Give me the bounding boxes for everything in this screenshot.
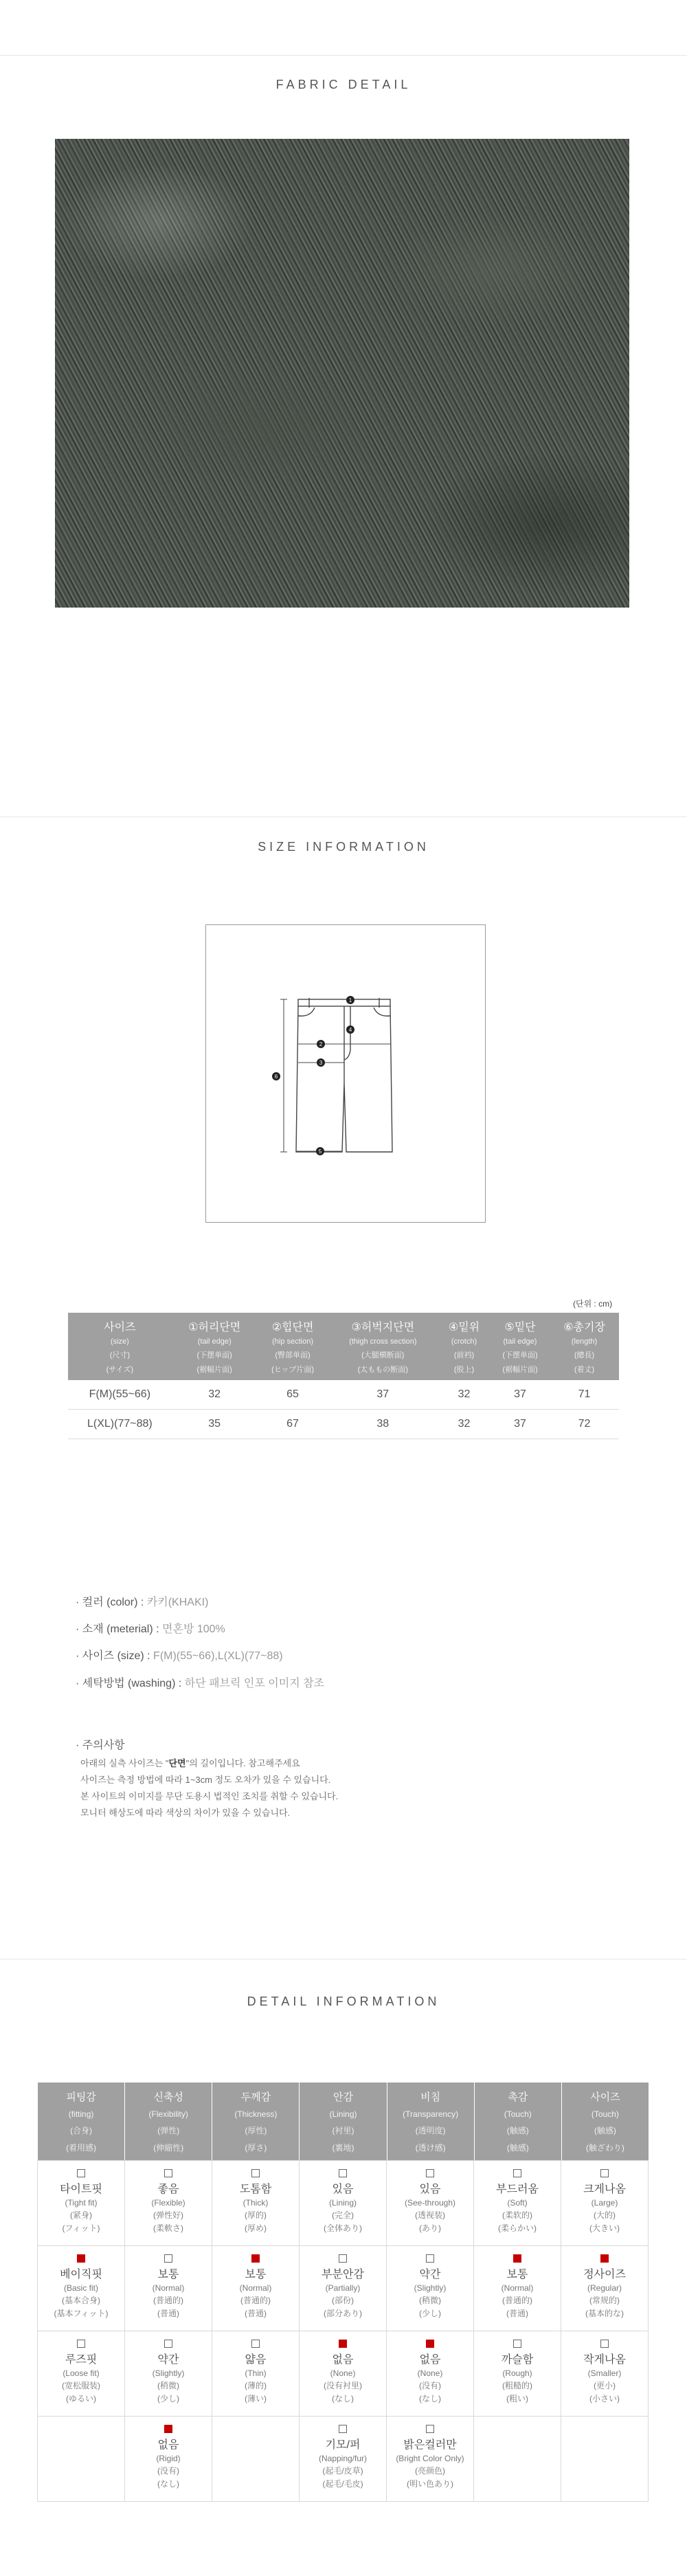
size-col-subtitle: (股上) bbox=[453, 1366, 475, 1374]
option-korean-label: 까슬함 bbox=[501, 2354, 534, 2366]
detail-row bbox=[38, 2417, 649, 2502]
option-japanese-label: (少し) bbox=[157, 2394, 179, 2403]
detail-col-header bbox=[562, 2083, 649, 2161]
notice-line: 모니터 해상도에 따라 색상의 차이가 있을 수 있습니다. bbox=[80, 1808, 291, 1818]
detail-col-subtitle: (弹性) bbox=[157, 2126, 180, 2135]
option-chinese-label: (大的) bbox=[594, 2210, 616, 2220]
detail-option bbox=[124, 2245, 212, 2331]
size-col-subtitle: (尺寸) bbox=[109, 1351, 131, 1359]
info-value: 하단 패브릭 인포 이미지 참조 bbox=[184, 1678, 325, 1689]
option-korean-label: 밝은컬러만 bbox=[403, 2439, 457, 2451]
detail-col-subtitle: (透け感) bbox=[415, 2143, 446, 2153]
option-english-label: (Thin) bbox=[245, 2368, 267, 2378]
detail-option bbox=[473, 2160, 561, 2246]
option-japanese-label: (なし) bbox=[157, 2479, 179, 2489]
info-value: 카키(KHAKI) bbox=[146, 1597, 209, 1608]
unchecked-checkbox-icon bbox=[77, 2169, 85, 2177]
detail-col-title: 신축성 bbox=[153, 2091, 183, 2103]
size-col-title: ②힙단면 bbox=[271, 1322, 314, 1333]
detail-col-subtitle: (合身) bbox=[70, 2126, 93, 2135]
info-value: 면혼방 100% bbox=[162, 1623, 225, 1635]
option-korean-label: 정사이즈 bbox=[583, 2269, 626, 2280]
notice-title: · 주의사항 bbox=[76, 1740, 125, 1751]
option-chinese-label: (没有) bbox=[419, 2381, 441, 2390]
size-col-subtitle: (下摆单面) bbox=[502, 1351, 538, 1359]
option-korean-label: 작게나옴 bbox=[583, 2354, 626, 2366]
detail-col-subtitle: (厚性) bbox=[245, 2126, 267, 2135]
option-chinese-label: (薄的) bbox=[245, 2381, 267, 2390]
checked-checkbox-icon bbox=[600, 2254, 609, 2263]
option-english-label: (Basic fit) bbox=[63, 2283, 98, 2293]
option-english-label: (Regular) bbox=[587, 2283, 622, 2293]
option-chinese-label: (紧身) bbox=[70, 2210, 92, 2220]
detail-option bbox=[473, 2245, 561, 2331]
size-col-header bbox=[438, 1313, 491, 1380]
size-col-subtitle: (length) bbox=[571, 1337, 598, 1346]
detail-col-title: 두께감 bbox=[240, 2091, 271, 2103]
option-korean-label: 베이직핏 bbox=[60, 2269, 102, 2280]
option-japanese-label: (基本フィット) bbox=[54, 2309, 109, 2318]
option-english-label: (Flexible) bbox=[151, 2198, 185, 2208]
notice-line bbox=[80, 1755, 338, 1772]
size-col-title: ⑤밑단 bbox=[504, 1322, 536, 1333]
option-chinese-label: (更小) bbox=[594, 2381, 616, 2390]
detail-col-subtitle: (Lining) bbox=[329, 2109, 357, 2119]
detail-col-subtitle: (触感) bbox=[506, 2143, 529, 2153]
option-chinese-label: (起毛/皮草) bbox=[322, 2466, 363, 2476]
option-english-label: (Soft) bbox=[507, 2198, 528, 2208]
detail-grid-body bbox=[38, 2161, 649, 2502]
detail-empty-cell bbox=[37, 2416, 125, 2502]
size-col-subtitle: (crotch) bbox=[451, 1337, 477, 1346]
unchecked-checkbox-icon bbox=[339, 2169, 347, 2177]
option-korean-label: 얇음 bbox=[245, 2354, 267, 2366]
unchecked-checkbox-icon bbox=[513, 2340, 521, 2348]
option-chinese-label: (普通的) bbox=[240, 2296, 271, 2305]
detail-option bbox=[212, 2160, 300, 2246]
detail-option bbox=[386, 2416, 474, 2502]
size-col-subtitle: (裾幅片面) bbox=[196, 1366, 232, 1374]
pants-diagram-svg bbox=[206, 925, 485, 1222]
option-korean-label: 도톰함 bbox=[239, 2184, 272, 2195]
checked-checkbox-icon bbox=[339, 2340, 347, 2348]
detail-empty-cell bbox=[561, 2416, 649, 2502]
size-col-subtitle: (着丈) bbox=[574, 1366, 595, 1374]
option-korean-label: 약간 bbox=[157, 2354, 179, 2366]
option-japanese-label: (明い色あり) bbox=[407, 2479, 453, 2489]
detail-row bbox=[38, 2331, 649, 2417]
option-chinese-label: (普通的) bbox=[153, 2296, 183, 2305]
option-japanese-label: (少し) bbox=[419, 2309, 441, 2318]
size-value-cell: 32 bbox=[172, 1380, 258, 1410]
unit-label: (단위 : cm) bbox=[573, 1299, 613, 1309]
option-korean-label: 보통 bbox=[506, 2269, 528, 2280]
option-chinese-label: (弹性好) bbox=[153, 2210, 183, 2220]
size-col-subtitle: (太ももの断面) bbox=[357, 1366, 408, 1374]
checked-checkbox-icon bbox=[251, 2254, 260, 2263]
info-value: F(M)(55~66),L(XL)(77~88) bbox=[153, 1650, 283, 1662]
option-korean-label: 없음 bbox=[332, 2354, 354, 2366]
size-information-title: SIZE INFORMATION bbox=[258, 840, 429, 854]
option-english-label: (Partially) bbox=[325, 2283, 361, 2293]
detail-col-title: 사이즈 bbox=[590, 2091, 620, 2103]
option-english-label: (Lining) bbox=[328, 2198, 357, 2208]
size-col-title: 사이즈 bbox=[104, 1322, 136, 1333]
option-english-label: (Large) bbox=[591, 2198, 618, 2208]
size-col-subtitle: (thigh cross section) bbox=[349, 1337, 417, 1346]
detail-col-title: 피팅감 bbox=[66, 2091, 96, 2103]
detail-col-header bbox=[387, 2083, 475, 2161]
size-col-header bbox=[550, 1313, 619, 1380]
detail-option bbox=[37, 2245, 125, 2331]
option-english-label: (Normal) bbox=[239, 2283, 272, 2293]
option-chinese-label: (宽松服装) bbox=[62, 2381, 100, 2390]
detail-option bbox=[124, 2416, 212, 2502]
unchecked-checkbox-icon bbox=[77, 2340, 85, 2348]
size-value-cell: 37 bbox=[491, 1380, 550, 1410]
size-col-header bbox=[328, 1313, 438, 1380]
checked-checkbox-icon bbox=[426, 2340, 434, 2348]
detail-option bbox=[386, 2331, 474, 2417]
option-korean-label: 크게나옴 bbox=[583, 2184, 626, 2195]
detail-col-subtitle: (触感) bbox=[506, 2126, 529, 2135]
detail-option bbox=[561, 2331, 649, 2417]
size-col-title: ①허리단면 bbox=[188, 1322, 241, 1333]
detail-grid-header bbox=[38, 2083, 649, 2161]
option-english-label: (Normal) bbox=[152, 2283, 185, 2293]
size-value-cell: 72 bbox=[550, 1410, 619, 1439]
size-value-cell: 67 bbox=[258, 1410, 328, 1439]
option-chinese-label: (粗糙的) bbox=[502, 2381, 532, 2390]
detail-col-header bbox=[38, 2083, 125, 2161]
option-korean-label: 부분안감 bbox=[322, 2269, 364, 2280]
option-english-label: (Rough) bbox=[502, 2368, 532, 2378]
detail-col-subtitle: (衬里) bbox=[332, 2126, 354, 2135]
option-korean-label: 루즈핏 bbox=[65, 2354, 98, 2366]
option-english-label: (Normal) bbox=[501, 2283, 534, 2293]
option-japanese-label: (フィット) bbox=[62, 2223, 100, 2233]
size-value-cell: 35 bbox=[172, 1410, 258, 1439]
option-korean-label: 약간 bbox=[419, 2269, 441, 2280]
option-japanese-label: (あり) bbox=[419, 2223, 441, 2233]
fabric-photo bbox=[55, 139, 629, 608]
notice-line: 사이즈는 측정 방법에 따라 1~3cm 정도 오차가 있을 수 있습니다. bbox=[80, 1775, 331, 1785]
detail-col-title: 비침 bbox=[420, 2091, 441, 2103]
option-english-label: (Slightly) bbox=[152, 2368, 185, 2378]
unchecked-checkbox-icon bbox=[513, 2169, 521, 2177]
detail-col-subtitle: (触ざわり) bbox=[585, 2143, 624, 2153]
option-korean-label: 있음 bbox=[419, 2184, 441, 2195]
option-japanese-label: (小さい) bbox=[589, 2394, 620, 2403]
unchecked-checkbox-icon bbox=[426, 2425, 434, 2433]
notice-line: 본 사이트의 이미지를 무단 도용시 법적인 조치를 취할 수 있습니다. bbox=[80, 1791, 339, 1801]
detail-col-subtitle: (Touch) bbox=[504, 2109, 532, 2119]
option-chinese-label: (部份) bbox=[332, 2296, 354, 2305]
size-col-title: ④밑위 bbox=[448, 1322, 480, 1333]
option-chinese-label: (常规的) bbox=[589, 2296, 620, 2305]
size-col-header bbox=[491, 1313, 550, 1380]
fabric-detail-title: FABRIC DETAIL bbox=[275, 78, 412, 91]
detail-col-subtitle: (厚さ) bbox=[245, 2143, 267, 2153]
detail-option bbox=[386, 2160, 474, 2246]
detail-col-subtitle: (Touch) bbox=[591, 2109, 619, 2119]
info-label: · 사이즈 (size) : bbox=[76, 1650, 154, 1662]
size-col-header bbox=[68, 1313, 172, 1380]
detail-col-subtitle: (Thickness) bbox=[234, 2109, 278, 2119]
option-japanese-label: (粗い) bbox=[506, 2394, 528, 2403]
option-english-label: (Tight fit) bbox=[65, 2198, 98, 2208]
option-korean-label: 있음 bbox=[332, 2184, 354, 2195]
option-english-label: (Napping/fur) bbox=[318, 2454, 368, 2463]
size-col-subtitle: (總長) bbox=[574, 1351, 595, 1359]
option-japanese-label: (部分あり) bbox=[324, 2309, 362, 2318]
option-korean-label: 보통 bbox=[245, 2269, 267, 2280]
info-color bbox=[76, 1593, 208, 1609]
size-col-subtitle: (tail edge) bbox=[503, 1337, 537, 1346]
marker-1-label: 1 bbox=[348, 997, 352, 1003]
option-japanese-label: (普通) bbox=[506, 2309, 528, 2318]
notice-text bbox=[80, 1755, 338, 1821]
unchecked-checkbox-icon bbox=[426, 2169, 434, 2177]
detail-col-subtitle: (触感) bbox=[594, 2126, 616, 2135]
detail-row bbox=[38, 2161, 649, 2246]
option-japanese-label: (普通) bbox=[157, 2309, 179, 2318]
detail-option bbox=[561, 2245, 649, 2331]
detail-option bbox=[124, 2160, 212, 2246]
option-japanese-label: (全体あり) bbox=[324, 2223, 362, 2233]
option-chinese-label: (厚的) bbox=[245, 2210, 267, 2220]
detail-option bbox=[299, 2245, 387, 2331]
option-japanese-label: (薄い) bbox=[245, 2394, 267, 2403]
detail-information-title: DETAIL INFORMATION bbox=[247, 1995, 440, 2008]
unchecked-checkbox-icon bbox=[339, 2425, 347, 2433]
size-col-title: ③허벅지단면 bbox=[351, 1322, 415, 1333]
option-japanese-label: (普通) bbox=[245, 2309, 267, 2318]
size-table-body bbox=[68, 1380, 619, 1439]
info-label: · 소재 (meterial) : bbox=[76, 1623, 163, 1635]
size-value-cell: 37 bbox=[328, 1380, 438, 1410]
marker-3-label: 3 bbox=[319, 1060, 323, 1066]
detail-col-header bbox=[475, 2083, 562, 2161]
size-value-cell: 38 bbox=[328, 1410, 438, 1439]
size-value-cell: 37 bbox=[491, 1410, 550, 1439]
option-english-label: (Slightly) bbox=[414, 2283, 447, 2293]
size-col-subtitle: (size) bbox=[110, 1337, 129, 1346]
pants-size-diagram bbox=[205, 924, 486, 1223]
size-col-subtitle: (tail edge) bbox=[197, 1337, 232, 1346]
unchecked-checkbox-icon bbox=[600, 2169, 609, 2177]
unchecked-checkbox-icon bbox=[164, 2169, 172, 2177]
detail-option bbox=[212, 2331, 300, 2417]
option-english-label: (None) bbox=[417, 2368, 443, 2378]
detail-option bbox=[37, 2160, 125, 2246]
info-material bbox=[76, 1620, 225, 1636]
detail-col-title: 촉감 bbox=[508, 2091, 528, 2103]
option-japanese-label: (なし) bbox=[332, 2394, 354, 2403]
marker-6-label: 6 bbox=[274, 1074, 278, 1080]
option-chinese-label: (没有衬里) bbox=[324, 2381, 362, 2390]
unchecked-checkbox-icon bbox=[164, 2254, 172, 2263]
size-col-title: ⑥총기장 bbox=[563, 1322, 605, 1333]
size-col-subtitle: (裾幅片面) bbox=[502, 1366, 538, 1374]
detail-col-subtitle: (裏地) bbox=[332, 2143, 354, 2153]
notice-text-part: "의 길이입니다. 참고해주세요 bbox=[185, 1758, 300, 1768]
option-chinese-label: (普通的) bbox=[502, 2296, 532, 2305]
option-english-label: (Thick) bbox=[243, 2198, 269, 2208]
unchecked-checkbox-icon bbox=[251, 2340, 260, 2348]
option-korean-label: 보통 bbox=[157, 2269, 179, 2280]
option-english-label: (Bright Color Only) bbox=[396, 2454, 464, 2463]
detail-col-subtitle: (着用感) bbox=[66, 2143, 97, 2153]
size-col-header bbox=[258, 1313, 328, 1380]
detail-col-header bbox=[125, 2083, 212, 2161]
detail-option bbox=[124, 2331, 212, 2417]
unchecked-checkbox-icon bbox=[251, 2169, 260, 2177]
option-chinese-label: (稍微) bbox=[419, 2296, 441, 2305]
size-label-cell: L(XL)(77~88) bbox=[68, 1410, 172, 1439]
detail-option bbox=[473, 2331, 561, 2417]
size-row bbox=[68, 1380, 619, 1410]
top-divider bbox=[0, 55, 687, 56]
size-col-subtitle: (hip section) bbox=[272, 1337, 314, 1346]
option-english-label: (Rigid) bbox=[156, 2454, 181, 2463]
size-col-subtitle: (前裆) bbox=[453, 1351, 475, 1359]
option-japanese-label: (柔らかい) bbox=[498, 2223, 537, 2233]
option-japanese-label: (柔軟さ) bbox=[153, 2223, 183, 2233]
option-chinese-label: (亮颜色) bbox=[415, 2466, 445, 2476]
detail-option bbox=[561, 2160, 649, 2246]
detail-option bbox=[386, 2245, 474, 2331]
option-chinese-label: (基本合身) bbox=[62, 2296, 100, 2305]
size-value-cell: 32 bbox=[438, 1380, 491, 1410]
detail-row bbox=[38, 2246, 649, 2331]
option-korean-label: 없음 bbox=[157, 2439, 179, 2451]
unchecked-checkbox-icon bbox=[426, 2254, 434, 2263]
option-japanese-label: (ゆるい) bbox=[66, 2394, 96, 2403]
checked-checkbox-icon bbox=[164, 2425, 172, 2433]
unchecked-checkbox-icon bbox=[600, 2340, 609, 2348]
info-washing bbox=[76, 1674, 324, 1690]
detail-option bbox=[299, 2331, 387, 2417]
detail-option bbox=[299, 2416, 387, 2502]
unchecked-checkbox-icon bbox=[164, 2340, 172, 2348]
size-table-header bbox=[68, 1313, 619, 1380]
option-chinese-label: (稍微) bbox=[157, 2381, 179, 2390]
detail-empty-cell bbox=[212, 2416, 300, 2502]
info-size bbox=[76, 1647, 283, 1663]
notice-bold-text: 단면 bbox=[168, 1758, 186, 1768]
option-korean-label: 부드러움 bbox=[496, 2184, 539, 2195]
marker-4-label: 4 bbox=[348, 1027, 352, 1033]
size-col-subtitle: (大腿横断面) bbox=[361, 1351, 405, 1359]
option-japanese-label: (基本的な) bbox=[585, 2309, 624, 2318]
detail-col-title: 안감 bbox=[333, 2091, 353, 2103]
unchecked-checkbox-icon bbox=[339, 2254, 347, 2263]
checked-checkbox-icon bbox=[513, 2254, 521, 2263]
option-japanese-label: (なし) bbox=[419, 2394, 441, 2403]
size-row bbox=[68, 1410, 619, 1439]
size-value-cell: 71 bbox=[550, 1380, 619, 1410]
option-english-label: (None) bbox=[330, 2368, 356, 2378]
detail-col-header bbox=[212, 2083, 300, 2161]
size-label-cell: F(M)(55~66) bbox=[68, 1380, 172, 1410]
detail-option bbox=[299, 2160, 387, 2246]
option-chinese-label: (透视装) bbox=[415, 2210, 445, 2220]
detail-option bbox=[37, 2331, 125, 2417]
detail-col-subtitle: (透明度) bbox=[415, 2126, 446, 2135]
detail-col-subtitle: (Flexibility) bbox=[148, 2109, 188, 2119]
option-chinese-label: (完全) bbox=[332, 2210, 354, 2220]
size-table bbox=[68, 1313, 619, 1439]
option-korean-label: 좋음 bbox=[157, 2184, 179, 2195]
size-value-cell: 32 bbox=[438, 1410, 491, 1439]
option-chinese-label: (没有) bbox=[157, 2466, 179, 2476]
info-label: · 세탁방법 (washing) : bbox=[76, 1678, 185, 1689]
option-japanese-label: (起毛/毛皮) bbox=[322, 2479, 363, 2489]
detail-col-subtitle: (Transparency) bbox=[403, 2109, 459, 2119]
detail-col-subtitle: (fitting) bbox=[68, 2109, 94, 2119]
option-english-label: (Smaller) bbox=[587, 2368, 622, 2378]
detail-empty-cell bbox=[473, 2416, 561, 2502]
size-col-subtitle: (ヒップ片面) bbox=[271, 1366, 315, 1374]
info-label: · 컬러 (color) : bbox=[76, 1597, 147, 1608]
marker-2-label: 2 bbox=[319, 1041, 323, 1047]
notice-text-part: 아래의 실측 사이즈는 " bbox=[80, 1758, 169, 1768]
checked-checkbox-icon bbox=[77, 2254, 85, 2263]
option-korean-label: 타이트핏 bbox=[60, 2184, 102, 2195]
option-korean-label: 없음 bbox=[419, 2354, 441, 2366]
option-english-label: (Loose fit) bbox=[63, 2368, 100, 2378]
detail-option bbox=[212, 2245, 300, 2331]
detail-grid bbox=[38, 2083, 649, 2502]
option-english-label: (See-through) bbox=[404, 2198, 456, 2208]
option-japanese-label: (厚め) bbox=[245, 2223, 267, 2233]
size-col-subtitle: (下摆单面) bbox=[196, 1351, 232, 1359]
size-col-subtitle: (臀部单面) bbox=[275, 1351, 311, 1359]
size-value-cell: 65 bbox=[258, 1380, 328, 1410]
option-korean-label: 기모/퍼 bbox=[325, 2439, 361, 2451]
size-col-subtitle: (サイズ) bbox=[106, 1366, 134, 1374]
option-chinese-label: (柔软的) bbox=[502, 2210, 532, 2220]
detail-col-subtitle: (伸縮性) bbox=[153, 2143, 184, 2153]
size-col-header bbox=[172, 1313, 258, 1380]
marker-5-label: 5 bbox=[318, 1148, 322, 1155]
detail-col-header bbox=[300, 2083, 387, 2161]
option-japanese-label: (大きい) bbox=[589, 2223, 620, 2233]
